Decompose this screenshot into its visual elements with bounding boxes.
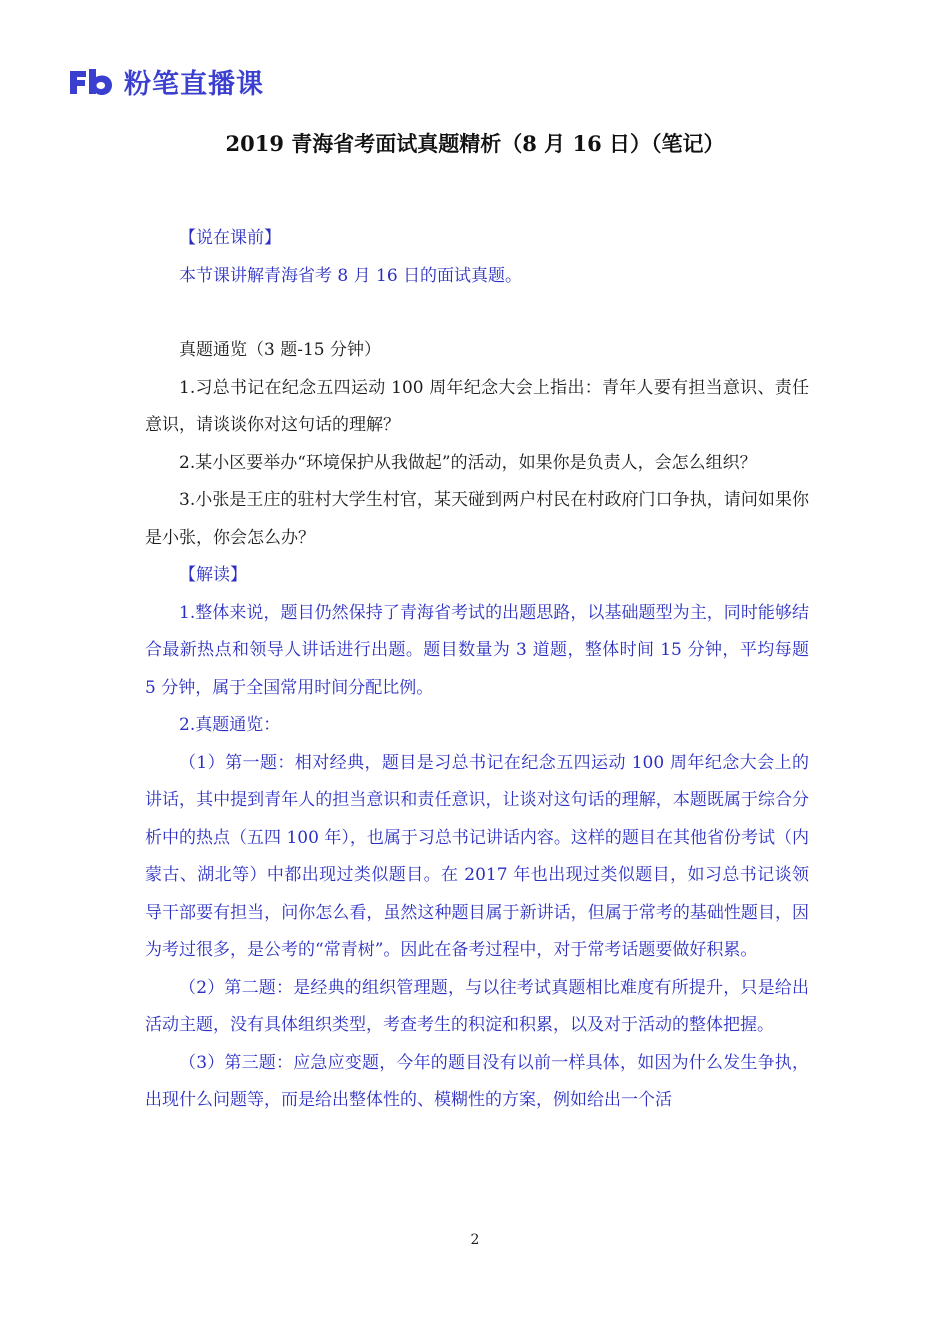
overview-heading: 真题通览（3 题-15 分钟）: [179, 340, 381, 360]
analysis-paragraph-1: 1.整体来说，题目仍然保持了青海省考试的出题思路，以基础题型为主，同时能够结合最新热点和领导人讲话进行出题。题目数量为 3 道题，整体时间 15 分钟，平均每题 5 分钟，属于全国常用时间分配比例。: [145, 602, 809, 698]
fenbi-fb-logo-icon: [68, 67, 114, 97]
analysis-paragraph-5: （3）第三题：应急应变题，今年的题目没有以前一样具体，如因为什么发生争执，出现什么问题等，而是给出整体性的、模糊性的方案，例如给出一个活: [145, 1052, 809, 1110]
analysis-heading: 【解读】: [179, 565, 247, 585]
page-number: 2: [470, 1232, 480, 1248]
document-body: [145, 220, 809, 1120]
question-1: 1.习总书记在纪念五四运动 100 周年纪念大会上指出：青年人要有担当意识、责任意识，请谈谈你对这句话的理解？: [145, 377, 809, 435]
analysis-paragraph-3: （1）第一题：相对经典，题目是习总书记在纪念五四运动 100 周年纪念大会上的讲话，其中提到青年人的担当意识和责任意识，让谈对这句话的理解，本题既属于综合分析中的热点（五四 100 年），也属于习总书记讲话内容。这样的题目在其他省份考试（内蒙古、湖北等）中都出现过类似题目。在 2017 年也出现过类似题目，如习总书记谈领导干部要有担当，问你怎么看，虽然这种题目属于新讲话，但属于常考的基础性题目，因为考过很多，是公考的“常青树”。因此在备考过程中，对于常考话题要做好积累。: [145, 752, 809, 960]
analysis-paragraph-2: 2.真题通览：: [179, 715, 281, 735]
question-2: 2.某小区要举办“环境保护从我做起”的活动，如果你是负责人，会怎么组织？: [179, 452, 757, 473]
analysis-paragraph-4: （2）第二题：是经典的组织管理题，与以往考试真题相比难度有所提升，只是给出活动主题，没有具体组织类型，考查考生的积淀和积累，以及对于活动的整体把握。: [145, 977, 809, 1035]
intro-heading: 【说在课前】: [179, 228, 281, 248]
document-title: 2019 青海省考面试真题精析（8 月 16 日）（笔记）: [225, 131, 725, 156]
question-3: 3.小张是王庄的驻村大学生村官，某天碰到两户村民在村政府门口争执，请问如果你是小张，你会怎么办？: [145, 490, 809, 548]
intro-text: 本节课讲解青海省考 8 月 16 日的面试真题。: [179, 265, 523, 286]
logo-text: 粉笔直播课: [124, 69, 264, 100]
brand-logo: [68, 62, 264, 101]
